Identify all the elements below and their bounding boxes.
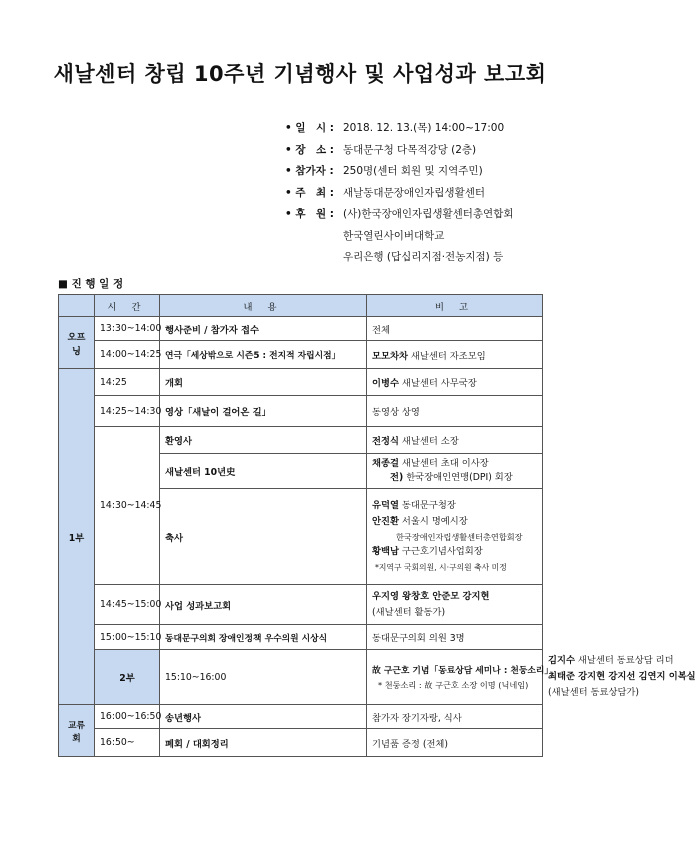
note-name: 채종걸: [372, 458, 399, 469]
event-info: [285, 118, 513, 269]
note-cell: 기념품 증정 (전체): [367, 729, 543, 757]
note-detail: 동대문구청장: [401, 499, 456, 511]
part-2: 2부: [95, 650, 160, 705]
part-opening: 오프닝: [59, 317, 95, 369]
note-name: 유덕열: [372, 499, 399, 511]
part-social: 교류회: [59, 705, 95, 757]
note-detail: 새날센터 소장: [401, 436, 459, 447]
note-cell: [367, 585, 543, 625]
header-time: 시 간: [95, 295, 160, 317]
note-cell: [367, 454, 543, 489]
note-name: 전): [390, 472, 404, 483]
time-cell: 14:25: [95, 369, 160, 396]
content-cell: [367, 650, 554, 705]
content-cell: 축사: [160, 489, 367, 585]
note-line: (새날센터 활동가): [372, 606, 446, 618]
time-cell: 14:00~14:25: [95, 341, 160, 369]
info-sponsor-more: 우리은행 (답십리지점·전농지점) 등: [343, 251, 504, 263]
note-cell: [367, 369, 543, 396]
content-main: 故 구근호 기념「동료상담 세미나 : 천둥소리」: [372, 666, 554, 676]
content-cell: 환영사: [160, 427, 367, 454]
table-row: [59, 705, 543, 729]
table-row: [59, 729, 543, 757]
part-1: 1부: [59, 369, 95, 705]
header-content: 내 용: [160, 295, 367, 317]
info-value: 2018. 12. 13.(목) 14:00~17:00: [343, 122, 505, 134]
note-cell: [367, 489, 543, 585]
note-detail: 새날센터 사무국장: [401, 378, 477, 389]
table-row: 2부 15:10~16:00 故 구근호 기념「동료상담 세미나 : 천둥소리」 * 천둥소리 : 故 구근호 소장 이명 (닉네임) 김지수 새날센터 동료상담 리더 최태준 강지현 강지선 김연지 이복실 (새날센터 동료상담가): [59, 650, 543, 705]
note-line: 한국장애인자립생활센터총연합회장: [396, 531, 523, 542]
content-cell: 행사준비 / 참가자 접수: [160, 317, 367, 341]
note-name: 이병수: [372, 378, 399, 389]
content-cell: 연극「세상밖으로 시즌5 : 전지적 자립시점」: [160, 341, 367, 369]
info-label: • 일 시 :: [285, 122, 335, 134]
info-place: [285, 140, 513, 162]
time-cell: 13:30~14:00: [95, 317, 160, 341]
table-row: [59, 396, 543, 427]
info-value: (사)한국장애인자립생활센터총연합회: [343, 208, 514, 220]
table-header-row: [59, 295, 543, 317]
note-line: *지역구 국회의원, 시·구의원 축사 미정: [375, 562, 507, 572]
table-row: [59, 585, 543, 625]
note-line: [372, 471, 537, 485]
page-title: 새날센터 창립 10주년 기념행사 및 사업성과 보고회: [53, 62, 547, 86]
info-label: • 후 원 :: [285, 208, 335, 220]
note-line: 우지영 왕창호 안준모 강지현: [372, 590, 490, 602]
note-detail: 새날센터 초대 이사장: [401, 458, 489, 469]
content-cell: 송년행사: [160, 705, 367, 729]
note-detail: 새날센터 자조모임: [410, 350, 486, 362]
table-row: [59, 427, 543, 454]
note-line: [372, 514, 537, 530]
note-detail: 새날센터 동료상담 리더: [577, 655, 674, 666]
schedule-table: [58, 294, 696, 757]
note-cell: 참가자 장기자랑, 식사: [367, 705, 543, 729]
content-sub: * 천둥소리 : 故 구근호 소장 이명 (닉네임): [378, 680, 529, 690]
section-title: ■ 진 행 일 정: [58, 278, 124, 290]
note-name: 황백남: [372, 545, 399, 557]
header-part: [59, 295, 95, 317]
table-row: [59, 369, 543, 396]
note-cell: 동영상 상영: [367, 396, 543, 427]
info-sponsor-more: 한국열린사이버대학교: [343, 229, 445, 242]
info-label: • 참가자 :: [285, 165, 334, 177]
content-cell: 개회: [160, 369, 367, 396]
note-cell: 동대문구의회 의원 3명: [367, 625, 543, 650]
note-cell: 전체: [367, 317, 543, 341]
time-cell: 16:50~: [95, 729, 160, 757]
note-name: 전정식: [372, 436, 399, 447]
note-cell: [367, 427, 543, 454]
note-detail: 구근호기념사업회장: [401, 545, 483, 557]
table-row: [59, 317, 543, 341]
table-row: [59, 625, 543, 650]
note-name: 모모차차: [372, 350, 408, 362]
content-cell: 새날센터 10년史: [160, 454, 367, 489]
note-name: 안진환: [372, 515, 399, 527]
info-host: [285, 183, 513, 205]
note-cell: [367, 341, 543, 369]
note-line: [372, 498, 537, 514]
note-line: [372, 544, 537, 560]
info-label: • 장 소 :: [285, 143, 335, 156]
time-cell: 15:10~16:00: [160, 650, 367, 705]
time-cell: 15:00~15:10: [95, 625, 160, 650]
content-cell: 동대문구의회 장애인정책 우수의원 시상식: [160, 625, 367, 650]
table-row: [59, 341, 543, 369]
info-value: 250명(센터 회원 및 지역주민): [343, 165, 483, 177]
info-participants: [285, 161, 513, 183]
info-sponsor: [285, 204, 513, 226]
info-label: • 주 최 :: [285, 186, 335, 199]
info-value: 새날동대문장애인자립생활센터: [343, 186, 486, 199]
content-cell: 영상「새날이 걸어온 길」: [160, 396, 367, 427]
note-name: 김지수: [548, 655, 575, 666]
content-cell: 폐회 / 대회정리: [160, 729, 367, 757]
note-detail: 한국장애인연맹(DPI) 회장: [406, 472, 513, 483]
time-cell: 14:30~14:45: [95, 427, 160, 585]
header-note: 비 고: [367, 295, 543, 317]
info-date: [285, 118, 513, 140]
time-cell: 14:25~14:30: [95, 396, 160, 427]
info-value: 동대문구청 다목적강당 (2층): [343, 143, 477, 156]
time-cell: 14:45~15:00: [95, 585, 160, 625]
note-line: [372, 457, 537, 471]
content-cell: 사업 성과보고회: [160, 585, 367, 625]
note-detail: 서울시 명예시장: [401, 515, 468, 527]
time-cell: 16:00~16:50: [95, 705, 160, 729]
